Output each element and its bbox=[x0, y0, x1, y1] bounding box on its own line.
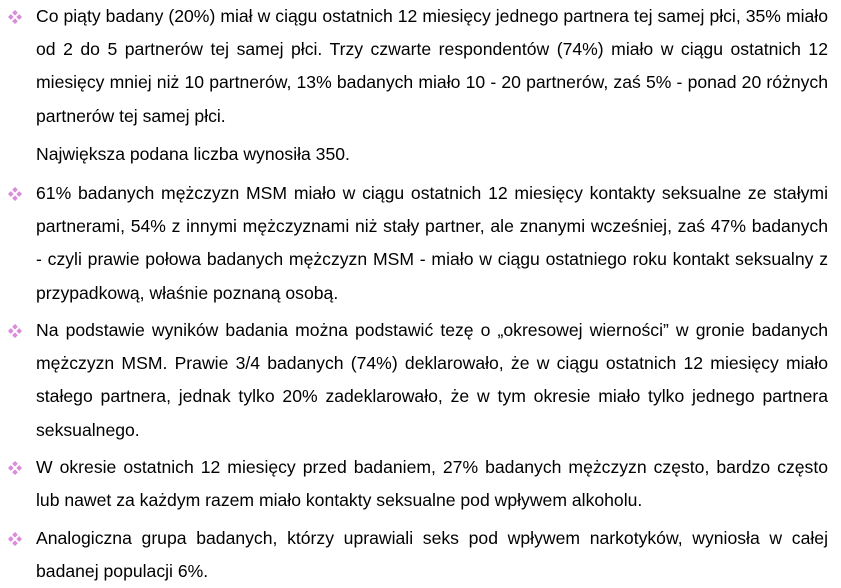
diamond-cluster-icon bbox=[8, 461, 22, 475]
paragraph-periodic-fidelity: Na podstawie wyników badania można podstawić tezę o „okresowej wierności” w gronie badanych mężczyzn MSM. Prawie 3/4 badanych (74%) deklarowało, że w ciągu ostatnich 12 miesięcy miało stałego partnera, jednak tylko 20% zadeklarowało, że w tym okresie miało tylko jednego partnera seksualnego. bbox=[36, 320, 828, 440]
diamond-cluster-icon bbox=[8, 324, 22, 338]
paragraph-alcohol: W okresie ostatnich 12 miesięcy przed badaniem, 27% badanych mężczyzn często, bardzo często lub nawet za każdym razem miało kontakty seksualne pod wpływem alkoholu. bbox=[36, 457, 828, 511]
paragraph-drugs: Analogiczna grupa badanych, którzy uprawiali seks pod wpływem narkotyków, wyniosła w całej badanej populacji 6%. bbox=[36, 528, 828, 582]
paragraph-partners-count: Co piąty badany (20%) miał w ciągu ostatnich 12 miesięcy jednego partnera tej samej płci, 35% miało od 2 do 5 partnerów tej samej płci. Trzy czwarte respondentów (74%) miało w ciągu ostatnich 12 miesięcy mniej niż 10 partnerów, 13% badanych miało 10 - 20 partnerów, zaś 5% - ponad 20 różnych partnerów tej samej płci. bbox=[36, 6, 828, 126]
diamond-cluster-icon bbox=[8, 187, 22, 201]
paragraph-max-count: Największa podana liczba wynosiła 350. bbox=[36, 144, 350, 164]
paragraph-contacts: 61% badanych mężczyzn MSM miało w ciągu ostatnich 12 miesięcy kontakty seksualne ze stałymi partnerami, 54% z innymi mężczyznami niż stały partner, ale znanymi wcześniej, zaś 47% badanych - czyli prawie połowa badanych mężczyzn MSM - miało w ciągu ostatniego roku kontakt seksualny z przypadkową, właśnie poznaną osobą. bbox=[36, 183, 828, 303]
diamond-cluster-icon bbox=[8, 532, 22, 546]
diamond-cluster-icon bbox=[8, 10, 22, 24]
